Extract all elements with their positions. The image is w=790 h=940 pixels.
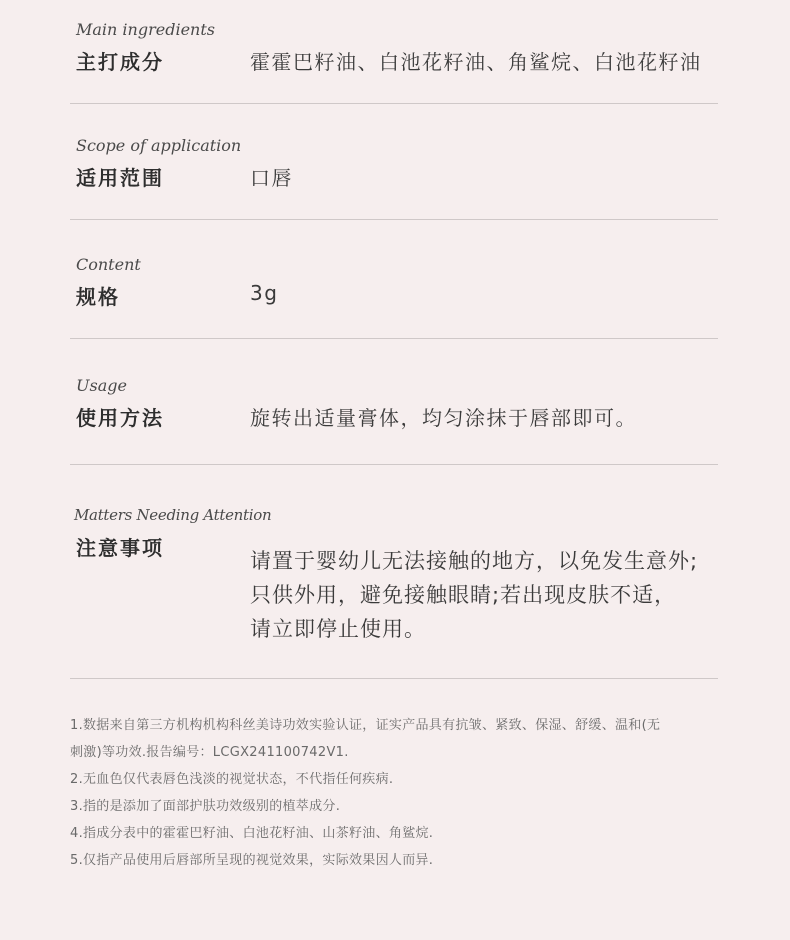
section-en-label: Scope of application: [76, 136, 242, 155]
section-divider: [70, 338, 718, 339]
attention-line: 请置于婴幼儿无法接触的地方，以免发生意外;: [250, 549, 699, 573]
section-en-label: Matters Needing Attention: [74, 506, 272, 524]
footnote-line: 刺激)等功效.报告编号：LCGX241100742V1.: [70, 745, 349, 760]
footnote-line: 3.指的是添加了面部护肤功效级别的植萃成分.: [70, 799, 341, 814]
attention-line: 只供外用，避免接触眼睛;若出现皮肤不适，: [250, 583, 677, 607]
section-zh-label: 注意事项: [76, 536, 164, 560]
section-divider: [70, 464, 718, 465]
footnote-line: 5.仅指产品使用后唇部所呈现的视觉效果，实际效果因人而异.: [70, 853, 434, 868]
section-zh-label: 主打成分: [76, 50, 164, 74]
section-zh-label: 规格: [76, 285, 120, 309]
section-value: 3g: [250, 281, 279, 305]
section-value: 口唇: [250, 166, 293, 190]
section-value: 旋转出适量膏体，均匀涂抹于唇部即可。: [250, 406, 637, 430]
section-en-label: Usage: [76, 376, 127, 395]
section-divider: [70, 678, 718, 679]
section-en-label: Main ingredients: [76, 20, 215, 39]
section-divider: [70, 219, 718, 220]
section-value-lines: [250, 544, 730, 646]
attention-line: 请立即停止使用。: [250, 617, 426, 641]
section-divider: [70, 103, 718, 104]
footnote-line: 4.指成分表中的霍霍巴籽油、白池花籽油、山茶籽油、角鲨烷.: [70, 826, 434, 841]
section-value: 霍霍巴籽油、白池花籽油、角鲨烷、白池花籽油: [250, 50, 702, 74]
footnotes: [70, 712, 730, 874]
section-zh-label: 使用方法: [76, 406, 164, 430]
section-zh-label: 适用范围: [76, 166, 164, 190]
footnote-line: 2.无血色仅代表唇色浅淡的视觉状态，不代指任何疾病.: [70, 772, 394, 787]
section-en-label: Content: [76, 255, 141, 274]
footnote-line: 1.数据来自第三方机构机构科丝美诗功效实验认证，证实产品具有抗皱、紧致、保湿、舒缓、温和(无: [70, 718, 661, 733]
